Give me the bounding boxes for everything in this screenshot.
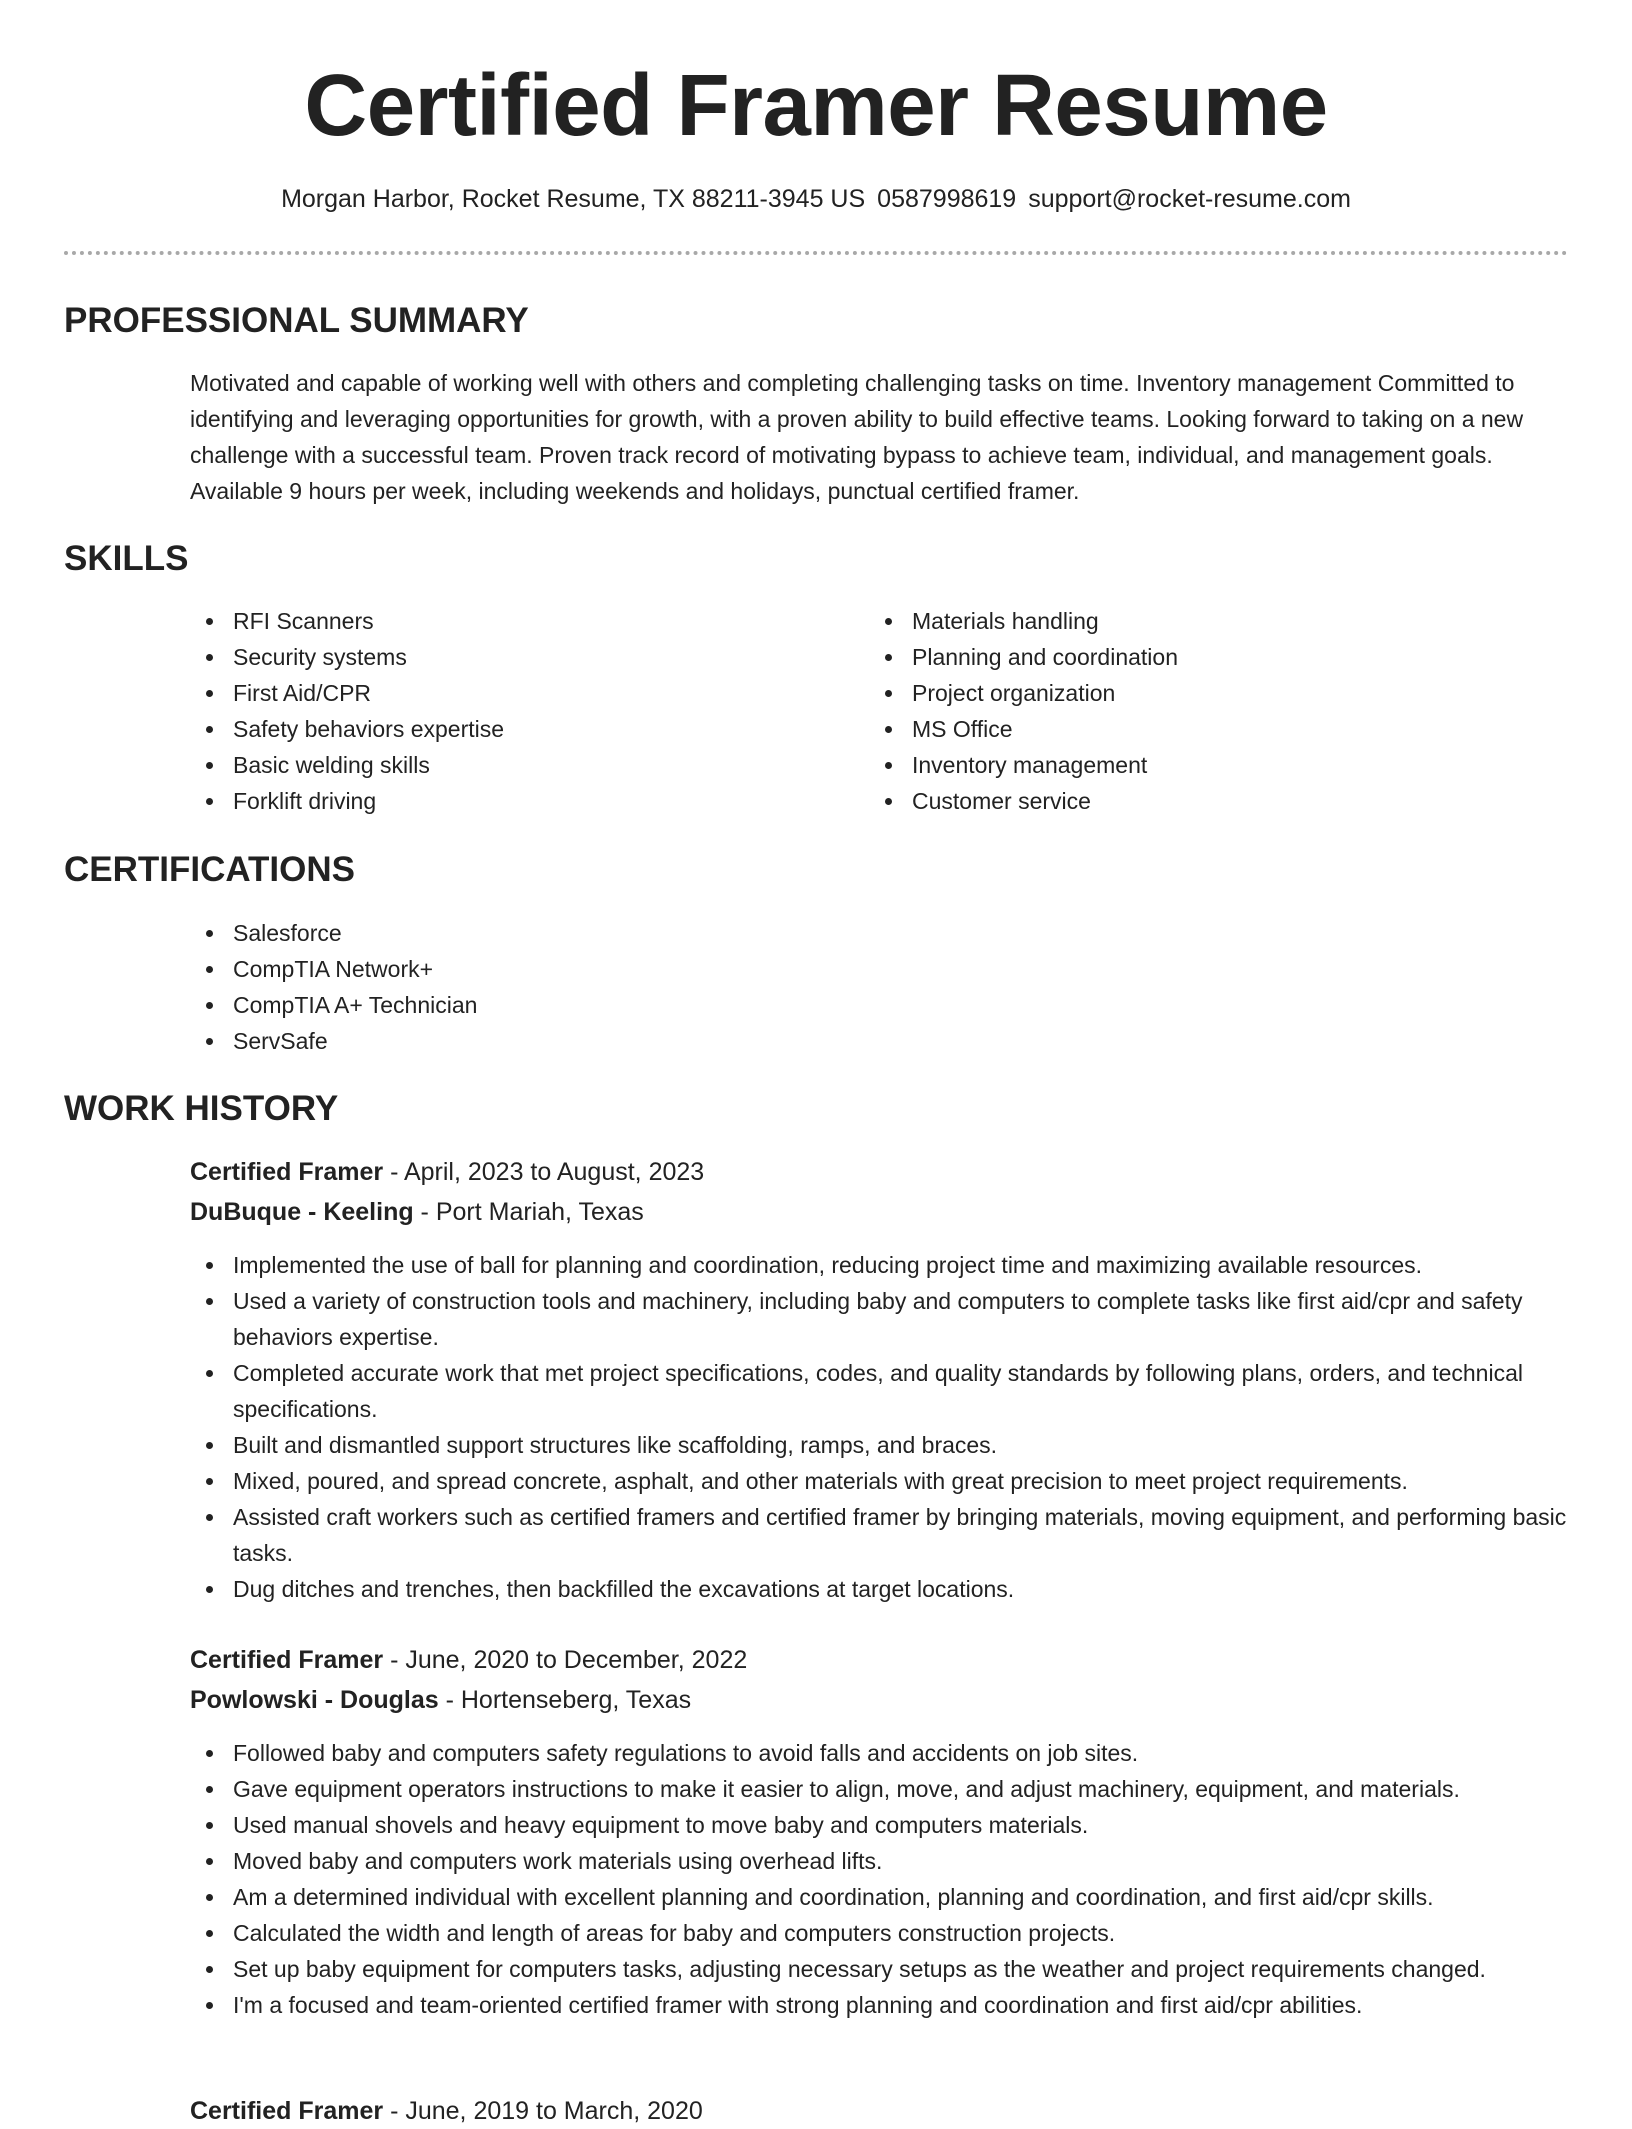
list-item: Assisted craft workers such as certified framers and certified framer by bringing materials, moving equipment, and performing basic tasks. <box>190 1499 1575 1571</box>
contact-line <box>0 181 1632 217</box>
list-item: Am a determined individual with excellent planning and coordination, planning and coordination, and first aid/cpr skills. <box>190 1879 1575 1915</box>
list-item: Calculated the width and length of areas for baby and computers construction projects. <box>190 1915 1575 1951</box>
list-item: Gave equipment operators instructions to make it easier to align, move, and adjust machinery, equipment, and materials. <box>190 1771 1575 1807</box>
list-item: Followed baby and computers safety regulations to avoid falls and accidents on job sites. <box>190 1735 1575 1771</box>
header-divider <box>64 251 1568 255</box>
list-item: Mixed, poured, and spread concrete, asphalt, and other materials with great precision to meet project requirements. <box>190 1463 1575 1499</box>
job-dates: - April, 2023 to August, 2023 <box>383 1158 705 1186</box>
job-title-line <box>190 2093 703 2129</box>
contact-address: Morgan Harbor, Rocket Resume, TX 88211-3945 US <box>281 185 866 213</box>
list-item: Moved baby and computers work materials using overhead lifts. <box>190 1843 1575 1879</box>
job-location: - Hortenseberg, Texas <box>438 1686 692 1714</box>
list-item: Used a variety of construction tools and machinery, including baby and computers to complete tasks like first aid/cpr and safety behaviors expertise. <box>190 1283 1575 1355</box>
list-item: Basic welding skills <box>190 747 790 783</box>
list-item: RFI Scanners <box>190 603 790 639</box>
list-item: Materials handling <box>869 603 1469 639</box>
list-item: Used manual shovels and heavy equipment to move baby and computers materials. <box>190 1807 1575 1843</box>
resume-title: Certified Framer Resume <box>304 57 1328 154</box>
job-company-line <box>190 1194 644 1230</box>
list-item: Built and dismantled support structures like scaffolding, ramps, and braces. <box>190 1427 1575 1463</box>
list-item: Security systems <box>190 639 790 675</box>
list-item: Set up baby equipment for computers tasks, adjusting necessary setups as the weather and project requirements changed. <box>190 1951 1575 1987</box>
contact-phone: 0587998619 <box>877 185 1017 213</box>
job-company-line <box>190 1682 691 1718</box>
list-item: Planning and coordination <box>869 639 1469 675</box>
job-location: - Port Mariah, Texas <box>413 1198 644 1226</box>
job-dates: - June, 2019 to March, 2020 <box>383 2097 703 2125</box>
job-bullets <box>190 1735 1575 2023</box>
job-title-line <box>190 1642 747 1678</box>
job-title: Certified Framer <box>190 2097 384 2125</box>
list-item: MS Office <box>869 711 1469 747</box>
summary-text: Motivated and capable of working well with others and completing challenging tasks on time. Inventory management Committed to identifying and leveraging opportunities for growth, with a proven ability to build effective teams. Looking forward to taking on a new challenge with a successful team. Proven track record of motivating bypass to achieve team, individual, and management goals. Available 9 hours per week, including weekends and holidays, punctual certified framer. <box>190 370 1524 504</box>
skills-list-right <box>869 603 1469 819</box>
job-company: Powlowski - Douglas <box>190 1686 439 1714</box>
job-title: Certified Framer <box>190 1158 384 1186</box>
skills-list-left <box>190 603 790 819</box>
job-bullets <box>190 1247 1575 1607</box>
contact-email[interactable]: support@rocket-resume.com <box>1028 185 1351 213</box>
job-title: Certified Framer <box>190 1646 384 1674</box>
list-item: Implemented the use of ball for planning and coordination, reducing project time and maximizing available resources. <box>190 1247 1575 1283</box>
certifications-list <box>190 915 790 1059</box>
job-dates: - June, 2020 to December, 2022 <box>383 1646 748 1674</box>
list-item: Dug ditches and trenches, then backfilled the excavations at target locations. <box>190 1571 1575 1607</box>
job-company: DuBuque - Keeling <box>190 1198 414 1226</box>
list-item: Salesforce <box>190 915 790 951</box>
list-item: Inventory management <box>869 747 1469 783</box>
list-item: ServSafe <box>190 1023 790 1059</box>
list-item: CompTIA A+ Technician <box>190 987 790 1023</box>
list-item: Forklift driving <box>190 783 790 819</box>
certifications-heading: CERTIFICATIONS <box>64 850 356 889</box>
list-item: Customer service <box>869 783 1469 819</box>
skills-heading: SKILLS <box>64 539 189 578</box>
list-item: I'm a focused and team-oriented certified framer with strong planning and coordination and first aid/cpr abilities. <box>190 1987 1575 2023</box>
work-history-heading: WORK HISTORY <box>64 1089 339 1128</box>
list-item: Completed accurate work that met project specifications, codes, and quality standards by following plans, orders, and technical specifications. <box>190 1355 1575 1427</box>
job-title-line <box>190 1154 704 1190</box>
summary-heading: PROFESSIONAL SUMMARY <box>64 301 529 340</box>
list-item: Safety behaviors expertise <box>190 711 790 747</box>
list-item: Project organization <box>869 675 1469 711</box>
list-item: First Aid/CPR <box>190 675 790 711</box>
list-item: CompTIA Network+ <box>190 951 790 987</box>
